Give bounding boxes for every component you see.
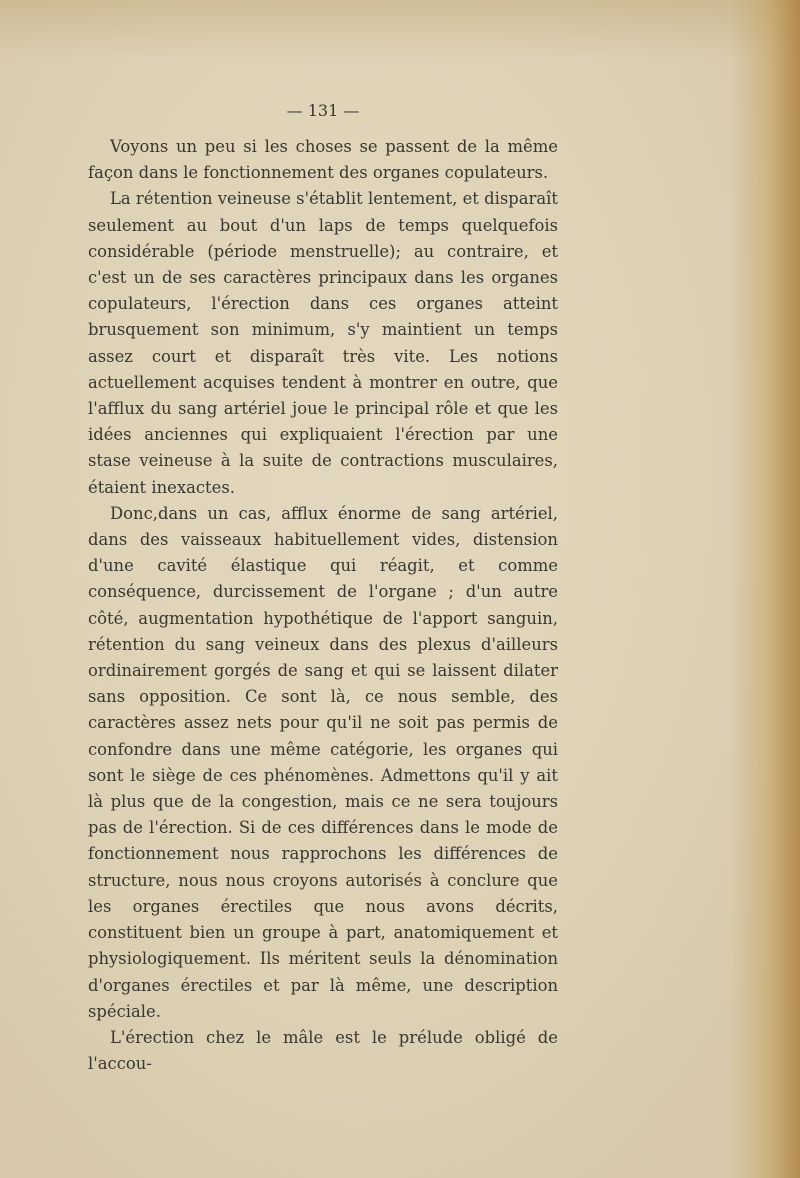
paragraph-4: L'érection chez le mâle est le prélude obligé de l'accou- xyxy=(88,1027,558,1074)
paragraph-1: Voyons un peu si les choses se passent de la même façon dans le fonctionnement des organes copulateurs. xyxy=(88,137,558,183)
paragraph-3: Donc,dans un cas, afflux énorme de sang artériel, dans des vaisseaux habituellement vides, distension d'une cavité élastique qui réagit, et comme conséquence, durcissement de l'organe ; d'un autre côté, augmentation hypothétique de l'apport sanguin, rétention du sang veineux dans des plexus d'ailleurs ordinairement gorgés de sang et qui se laissent dilater sans opposition. Ce sont là, ce nous semble, des caractères assez nets pour qu'il ne soit pas permis de confondre dans une même catégorie, les organes qui sont le siège de ces phénomènes. Admettons qu'il y ait là plus que de la congestion, mais ce ne sera toujours pas de l'érection. Si de ces différences dans le mode de fonctionnement nous rapprochons les différences de structure, nous nous croyons autorisés à conclure que les organes érectiles que nous avons décrits, constituent bien un groupe à part, anatomiquement et physiologiquement. Ils méritent seuls la dénomination d'organes érectiles et par là même, une description spéciale. xyxy=(88,503,558,1021)
text-block xyxy=(88,98,558,1077)
page-edge-stain-right xyxy=(730,0,800,1178)
page-edge-shadow-top xyxy=(0,0,800,60)
paragraph-2: La rétention veineuse s'établit lentement, et disparaît seulement au bout d'un laps de temps quelquefois considérable (période menstruelle); au contraire, et c'est un de ses caractères principaux dans les organes copulateurs, l'érection dans ces organes atteint brusquement son minimum, s'y maintient un temps assez court et disparaît très vite. Les notions actuellement acquises tendent à montrer en outre, que l'afflux du sang artériel joue le principal rôle et que les idées anciennes qui expliquaient l'érection par une stase veineuse à la suite de contractions musculaires, étaient inexactes. xyxy=(88,189,558,497)
page-number: — 131 — xyxy=(286,101,360,120)
